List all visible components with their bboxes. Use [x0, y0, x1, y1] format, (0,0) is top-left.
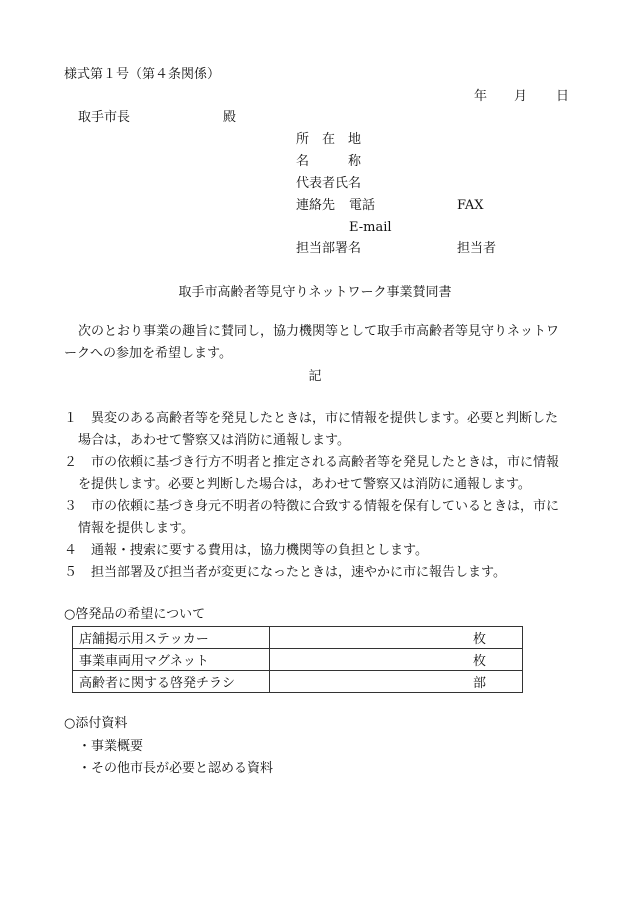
attachment-item: ・事業概要	[78, 739, 144, 754]
table-row	[73, 671, 523, 693]
item-text-line-2: 情報を提供します。	[78, 521, 194, 536]
ki-label: 記	[308, 369, 322, 384]
material-unit: 部	[472, 676, 486, 691]
item-number: ２	[64, 455, 78, 470]
item-text-line-1: 市の依頼に基づき行方不明者と推定される高齢者等を発見したときは，市に情報	[91, 455, 560, 470]
item-text-line-1: 異変のある高齢者等を発見したときは，市に情報を提供します。必要と判断した	[91, 411, 558, 426]
date-year-label: 年	[474, 89, 488, 104]
date-day-label: 日	[556, 89, 570, 104]
item-text-line-1: 担当部署及び担当者が変更になったときは，速やかに市に報告します。	[91, 565, 506, 580]
material-quantity-cell[interactable]	[270, 627, 523, 649]
materials-heading: ○啓発品の希望について	[64, 607, 206, 622]
date-month-label: 月	[514, 89, 528, 104]
material-unit: 枚	[472, 654, 486, 669]
attachments-heading: ○添付資料	[64, 716, 128, 731]
item-text-line-2: を提供します。必要と判断した場合は，あわせて警察又は消防に通報します。	[78, 477, 531, 492]
material-name: 高齢者に関する啓発チラシ	[73, 671, 270, 693]
attachment-item: ・その他市長が必要と認める資料	[78, 761, 274, 776]
intro-line-1: 次のとおり事業の趣旨に賛同し，協力機関等として取手市高齢者等見守りネットワ	[78, 324, 560, 339]
address-label: 所 在 地	[296, 132, 362, 147]
document-title: 取手市高齢者等見守りネットワーク事業賛同書	[178, 285, 452, 300]
material-name: 店舗掲示用ステッカー	[73, 627, 270, 649]
material-quantity-cell[interactable]	[270, 649, 523, 671]
department-label: 担当部署名	[296, 241, 362, 256]
material-unit: 枚	[472, 632, 486, 647]
table-row	[73, 649, 523, 671]
addressee-honorific: 殿	[223, 110, 237, 125]
item-number: ４	[64, 543, 78, 558]
materials-table	[72, 626, 523, 693]
intro-line-2: ークへの参加を希望します。	[64, 346, 232, 361]
form-number: 様式第１号（第４条関係）	[64, 67, 221, 82]
person-label: 担当者	[457, 241, 497, 256]
material-quantity-cell[interactable]	[270, 671, 523, 693]
representative-label: 代表者氏名	[296, 176, 362, 191]
item-text-line-1: 市の依頼に基づき身元不明者の特徴に合致する情報を保有しているときは，市に	[91, 499, 560, 514]
item-text-line-1: 通報・捜索に要する費用は，協力機関等の負担とします。	[91, 543, 428, 558]
email-label: E-mail	[349, 220, 392, 235]
item-number: ５	[64, 565, 78, 580]
table-row	[73, 627, 523, 649]
item-text-line-2: 場合は，あわせて警察又は消防に通報します。	[78, 433, 350, 448]
addressee-name: 取手市長	[78, 110, 131, 125]
item-number: ３	[64, 499, 78, 514]
material-name: 事業車両用マグネット	[73, 649, 270, 671]
phone-label: 電話	[349, 198, 376, 213]
fax-label: FAX	[457, 198, 484, 213]
name-label: 名 称	[296, 154, 362, 169]
item-number: １	[64, 411, 78, 426]
contact-label: 連絡先	[296, 198, 336, 213]
